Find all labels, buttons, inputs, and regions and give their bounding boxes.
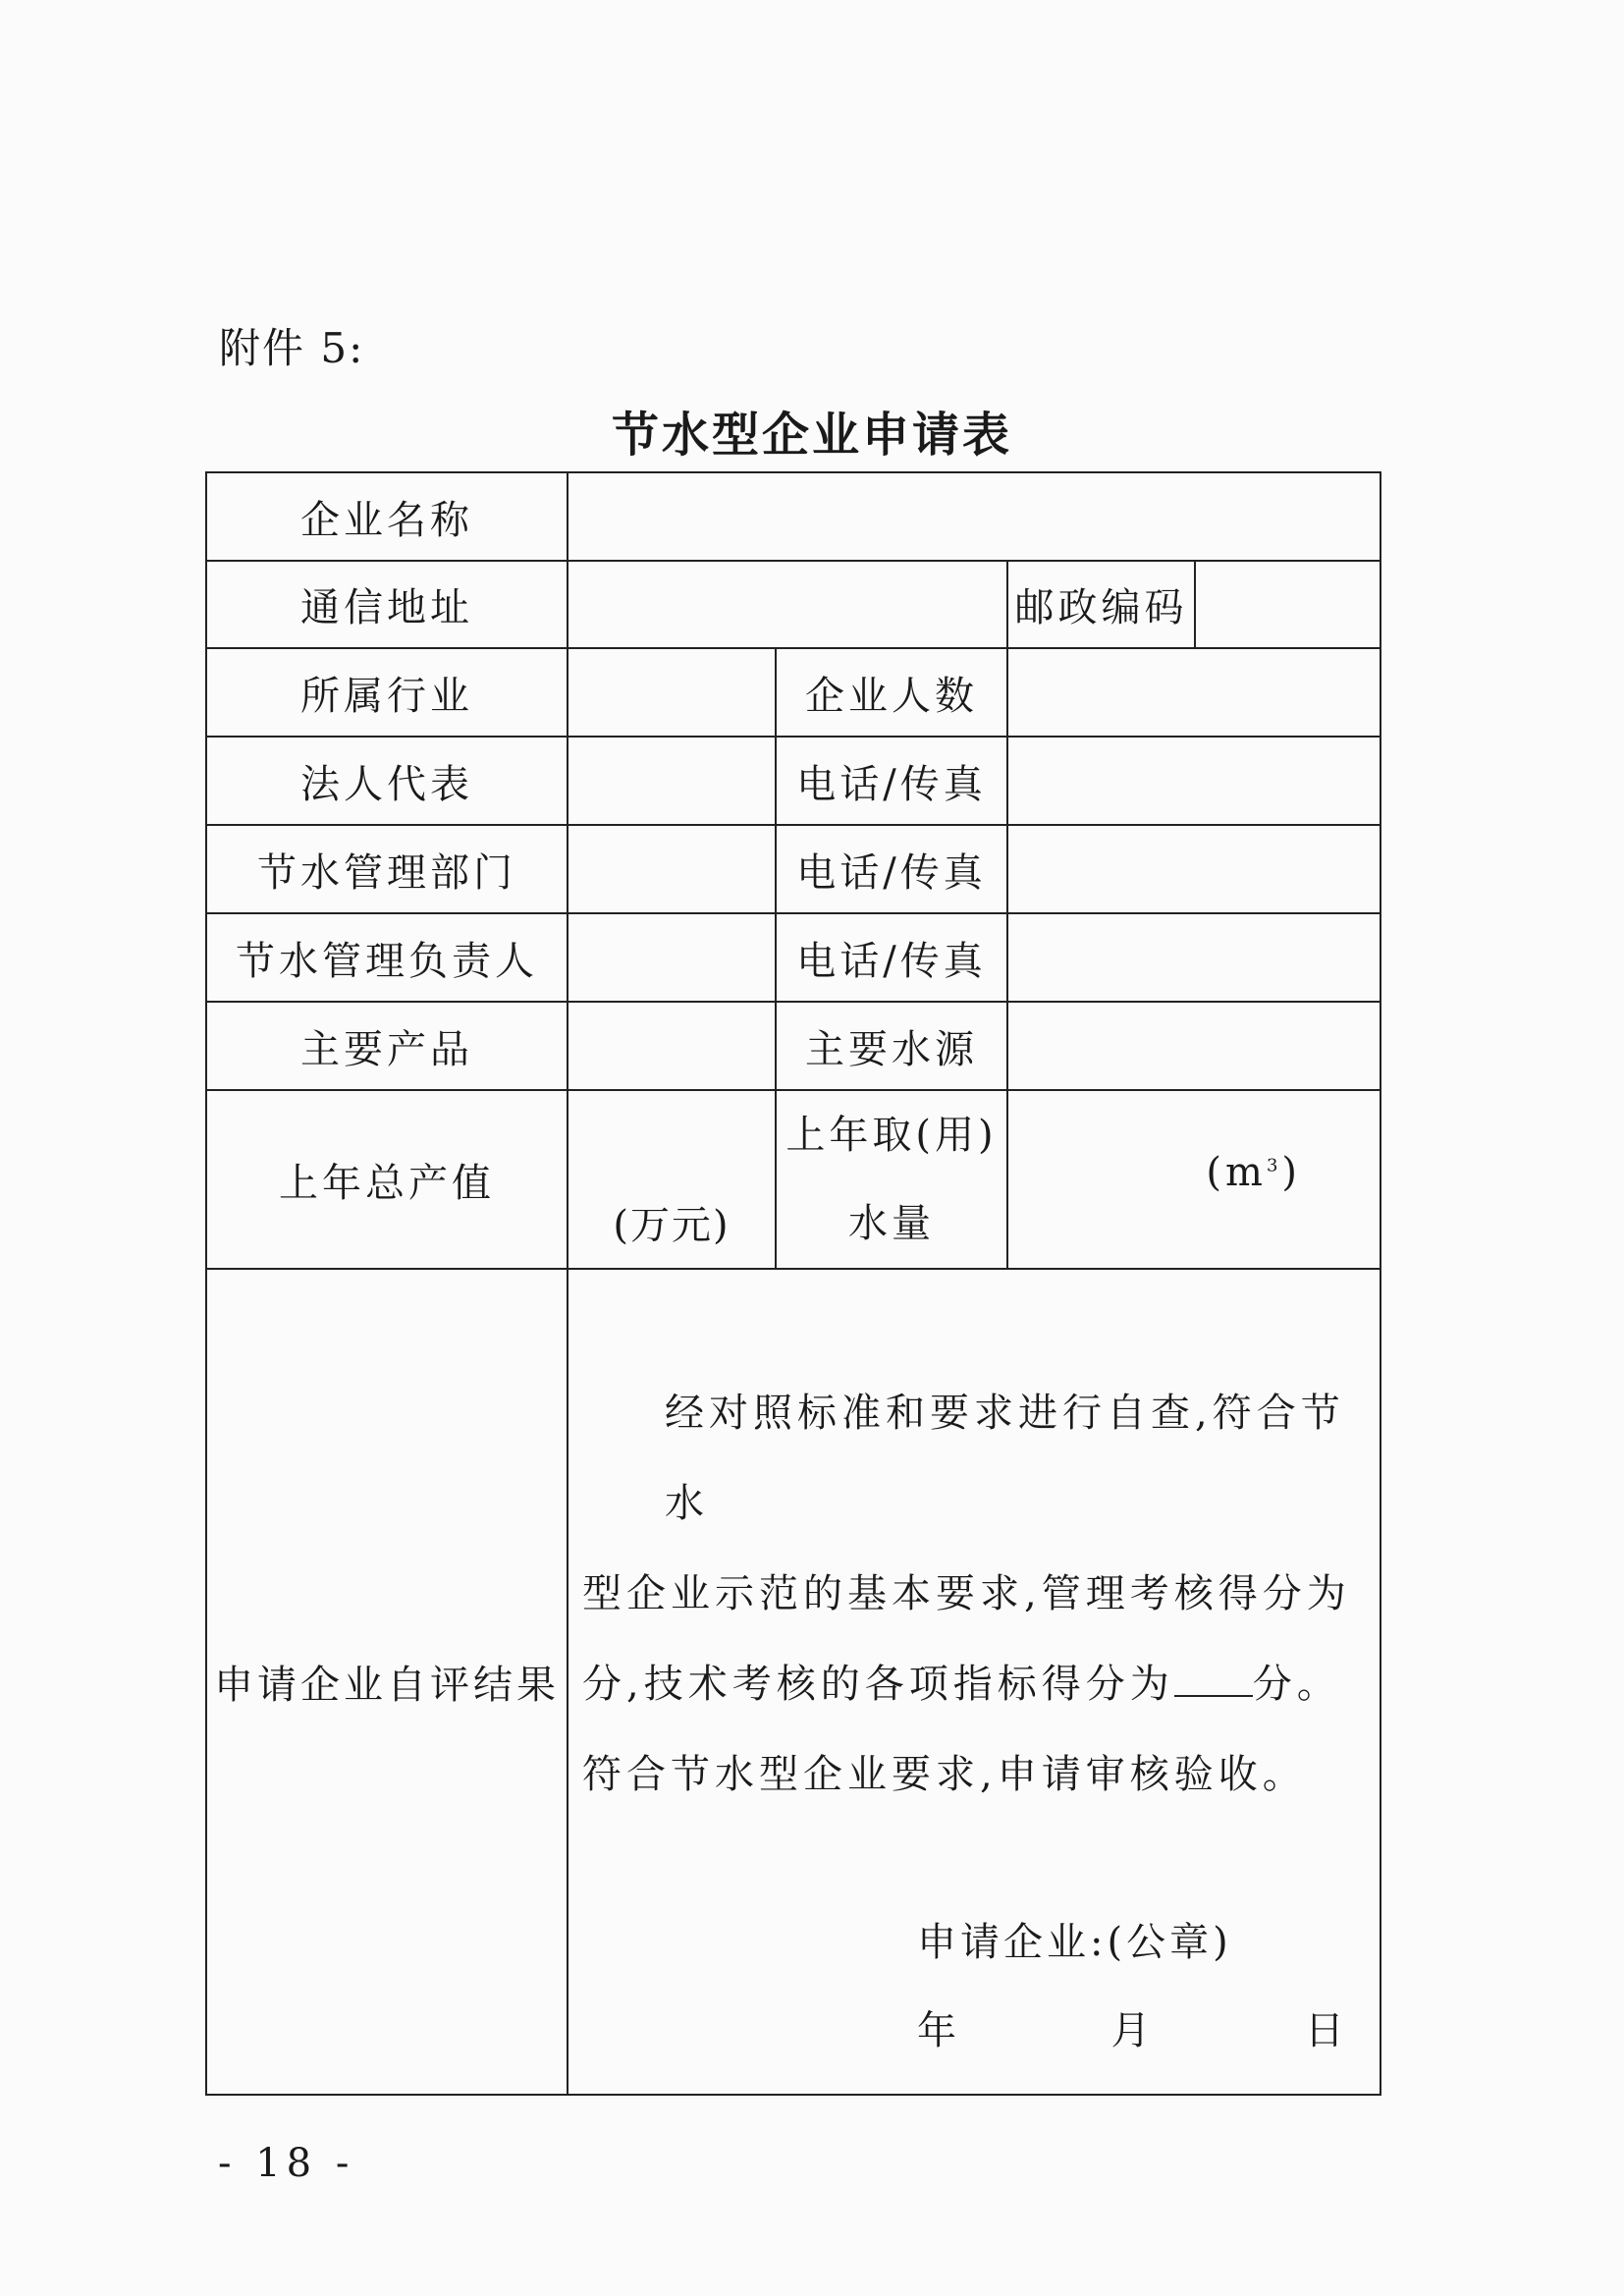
legal-rep-phone-field[interactable] bbox=[1007, 737, 1380, 825]
water-use-label bbox=[776, 1090, 1007, 1269]
self-eval-label: 申请企业自评结果 bbox=[206, 1269, 568, 2095]
postcode-field[interactable] bbox=[1195, 561, 1380, 648]
page-number: - 18 - bbox=[218, 2141, 355, 2186]
company-name-field[interactable] bbox=[568, 472, 1380, 561]
stamp-label: 申请企业:(公章) bbox=[917, 1920, 1232, 1965]
self-eval-line2: 型企业示范的基本要求,管理考核得分为 bbox=[582, 1571, 1351, 1616]
attachment-label: 附件 5: bbox=[219, 324, 365, 372]
row-water-dept bbox=[206, 825, 1380, 913]
date-day: 日 bbox=[1304, 2008, 1348, 2053]
water-dept-phone-field[interactable] bbox=[1007, 825, 1380, 913]
postcode-label: 邮政编码 bbox=[1007, 561, 1195, 648]
employees-label: 企业人数 bbox=[776, 648, 1007, 737]
main-water-source-field[interactable] bbox=[1007, 1002, 1380, 1090]
water-use-unit: $(m^3)$ bbox=[1206, 1150, 1301, 1195]
main-products-field[interactable] bbox=[568, 1002, 776, 1090]
form-title: 节水型企业申请表 bbox=[611, 408, 1012, 463]
water-manager-phone-field[interactable] bbox=[1007, 913, 1380, 1002]
water-use-label-line2: 水量 bbox=[848, 1201, 935, 1246]
tech-score-blank[interactable] bbox=[1174, 1656, 1253, 1697]
self-eval-cell[interactable] bbox=[568, 1269, 1380, 2095]
legal-rep-field[interactable] bbox=[568, 737, 776, 825]
main-water-source-label: 主要水源 bbox=[776, 1002, 1007, 1090]
water-dept-label: 节水管理部门 bbox=[206, 825, 568, 913]
output-value-label: 上年总产值 bbox=[206, 1090, 568, 1269]
water-dept-field[interactable] bbox=[568, 825, 776, 913]
company-name-label: 企业名称 bbox=[206, 472, 568, 561]
stamp-block bbox=[917, 1898, 1348, 2075]
row-water-manager bbox=[206, 913, 1380, 1002]
date-year: 年 bbox=[917, 2008, 960, 2053]
row-legal-rep bbox=[206, 737, 1380, 825]
row-address bbox=[206, 561, 1380, 648]
water-use-field[interactable] bbox=[1007, 1090, 1380, 1269]
water-use-label-line1: 上年取(用) bbox=[785, 1113, 998, 1158]
row-products bbox=[206, 1002, 1380, 1090]
date-month: 月 bbox=[1110, 2008, 1155, 2053]
address-label: 通信地址 bbox=[206, 561, 568, 648]
main-products-label: 主要产品 bbox=[206, 1002, 568, 1090]
water-manager-label: 节水管理负责人 bbox=[206, 913, 568, 1002]
row-output-water bbox=[206, 1090, 1380, 1269]
self-eval-line4: 符合节水型企业要求,申请审核验收。 bbox=[582, 1752, 1307, 1797]
phone-fax-label: 电话/传真 bbox=[776, 825, 1007, 913]
self-eval-text bbox=[582, 1368, 1370, 1820]
address-field[interactable] bbox=[568, 561, 1007, 648]
employees-field[interactable] bbox=[1007, 648, 1380, 737]
output-value-field[interactable] bbox=[568, 1090, 776, 1269]
application-form-table bbox=[205, 471, 1381, 2096]
legal-rep-label: 法人代表 bbox=[206, 737, 568, 825]
self-eval-line3: 分,技术考核的各项指标得分为 分。 bbox=[582, 1639, 1370, 1729]
date-row bbox=[917, 1987, 1348, 2075]
row-company-name bbox=[206, 472, 1380, 561]
output-value-unit: (万元) bbox=[613, 1203, 731, 1248]
row-self-eval bbox=[206, 1269, 1380, 2095]
phone-fax-label: 电话/传真 bbox=[776, 737, 1007, 825]
industry-label: 所属行业 bbox=[206, 648, 568, 737]
water-manager-field[interactable] bbox=[568, 913, 776, 1002]
row-industry bbox=[206, 648, 1380, 737]
self-eval-line1: 经对照标准和要求进行自查,符合节水 bbox=[665, 1391, 1345, 1526]
industry-field[interactable] bbox=[568, 648, 776, 737]
phone-fax-label: 电话/传真 bbox=[776, 913, 1007, 1002]
